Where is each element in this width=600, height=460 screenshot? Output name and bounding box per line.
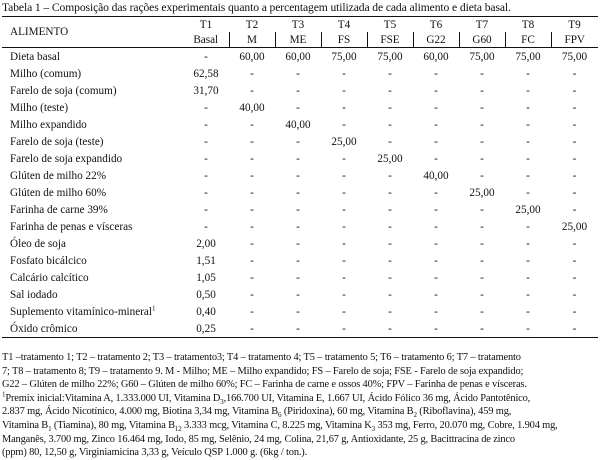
table-cell: 40,00 [423, 169, 449, 182]
table-cell: - [388, 288, 392, 301]
table-cell: - [480, 288, 484, 301]
table-cell: - [434, 101, 438, 114]
table-cell: - [204, 203, 208, 216]
table-cell: - [434, 305, 438, 318]
table-cell: - [480, 135, 484, 148]
table-cell: - [480, 152, 484, 165]
table-cell: - [388, 84, 392, 97]
table-cell: - [526, 186, 530, 199]
row-label: Calcário calcítico [10, 271, 89, 284]
table-cell: - [413, 320, 459, 338]
table-cell: 0,25 [183, 320, 229, 338]
table-cell: - [526, 271, 530, 284]
header-code: ME [275, 32, 321, 48]
table-cell: 0,50 [196, 288, 216, 301]
table-row [2, 201, 598, 218]
table-cell: - [459, 320, 505, 338]
table-row [2, 269, 598, 286]
table-cell: - [250, 305, 254, 318]
table-cell: 31,70 [193, 84, 219, 97]
header-code: FPV [551, 32, 598, 48]
table-cell: - [572, 84, 577, 97]
table-cell: - [434, 152, 438, 165]
table-row [2, 65, 598, 82]
row-label: Óleo de soja [10, 237, 66, 250]
row-label: Farelo de soja (teste) [10, 135, 104, 148]
table-cell: - [296, 101, 300, 114]
header-code: G22 [413, 32, 459, 48]
table-cell: 25,00 [561, 220, 588, 233]
table-cell: - [204, 152, 208, 165]
header-treatment: T3 [275, 17, 321, 33]
header-code: Basal [183, 32, 229, 48]
table-row [2, 99, 598, 116]
table-cell: - [250, 169, 254, 182]
row-label: Glúten de milho 60% [10, 186, 107, 199]
table-cell: - [388, 118, 392, 131]
table-cell: 2,00 [196, 237, 216, 250]
table-cell: - [388, 169, 392, 182]
table-row [2, 167, 598, 184]
table-row [2, 320, 598, 338]
table-cell: - [434, 271, 438, 284]
table-cell: - [434, 186, 438, 199]
table-cell: 75,00 [331, 50, 357, 63]
table-cell: - [342, 169, 346, 182]
table-cell: - [388, 271, 392, 284]
table-cell: - [434, 84, 438, 97]
table-cell: - [342, 84, 346, 97]
footnote-line: Vitamina $B_1$ (Tiamina), 80 mg, Vitamina $B_{12}$ 3.333 mcg, Vitamina C, 8.225 mg, Vitamina $K_3$ 353 mg, Ferro, 20.070 mg, Cobre, 1.904 mg, [2, 419, 558, 434]
table-cell: - [480, 67, 484, 80]
table-cell: 60,00 [423, 50, 449, 63]
table-cell: 60,00 [285, 50, 311, 63]
table-cell: - [572, 237, 577, 250]
table-cell: - [388, 135, 392, 148]
table-cell: - [572, 254, 577, 267]
table-cell: - [342, 118, 346, 131]
table-cell: - [204, 169, 208, 182]
table-cell: - [367, 320, 413, 338]
table-cell: - [480, 237, 484, 250]
table-cell: - [480, 84, 484, 97]
table-cell: 1,05 [196, 271, 216, 284]
footnote-line: (ppm) 80, 12,50 g, Virginiamicina 3,33 g, Veículo QSP 1.000 g. (6kg / ton.). [2, 447, 308, 459]
row-label: Farelo de soja expandido [10, 152, 123, 165]
table-cell: - [204, 220, 208, 233]
table-cell: - [526, 84, 530, 97]
table-cell: - [572, 271, 577, 284]
table-cell: - [250, 186, 254, 199]
table-cell: - [250, 118, 254, 131]
table-cell: 25,00 [469, 186, 495, 199]
table-cell: - [434, 203, 438, 216]
row-label: Óxido crômico [2, 320, 183, 338]
table-cell: - [434, 118, 438, 131]
table-cell: 40,00 [239, 101, 265, 114]
table-cell: - [572, 135, 577, 148]
table-cell: - [388, 220, 392, 233]
table-cell: - [342, 237, 346, 250]
table-cell: - [204, 101, 208, 114]
row-label: Milho expandido [10, 118, 87, 131]
row-label: Milho (teste) [10, 101, 69, 114]
table-cell: 25,00 [515, 203, 541, 216]
table-cell: - [434, 237, 438, 250]
table-cell: - [296, 67, 300, 80]
table-cell: - [434, 254, 438, 267]
table-cell: 0,40 [196, 305, 216, 318]
table-cell: - [275, 320, 321, 338]
table-cell: - [250, 254, 254, 267]
header-code: FC [505, 32, 551, 48]
table-cell: - [480, 101, 484, 114]
header-treatment: T8 [505, 17, 551, 33]
row-label: Farelo de soja (comum) [10, 84, 117, 97]
header-treatment: T9 [551, 17, 598, 33]
table-cell: - [388, 237, 392, 250]
table-row [2, 116, 598, 133]
table-cell: - [388, 186, 392, 199]
header-treatment: T7 [459, 17, 505, 33]
header-row-treatments [2, 17, 598, 33]
table-cell: - [526, 288, 530, 301]
row-label: Farinha de penas e vísceras [10, 220, 133, 233]
header-treatment: T1 [183, 17, 229, 33]
table-cell: - [342, 101, 346, 114]
table-row [2, 184, 598, 201]
table-cell: - [296, 254, 300, 267]
table-cell: - [434, 288, 438, 301]
table-cell: - [296, 135, 300, 148]
table-cell: - [480, 203, 484, 216]
table-cell: - [434, 220, 438, 233]
header-treatment: T2 [229, 17, 275, 33]
table-cell: - [526, 101, 530, 114]
table-cell: - [296, 84, 300, 97]
table-cell: - [296, 220, 300, 233]
table-cell: - [342, 67, 346, 80]
table-cell: - [480, 118, 484, 131]
table-cell: - [296, 203, 300, 216]
table-cell: - [572, 169, 577, 182]
table-cell: - [342, 288, 346, 301]
table-cell: - [342, 220, 346, 233]
footnote-premix: $^1$Premix inicial:Vitamina A, 1.333.000 UI, Vitamina $D_3,166.700$ UI, Vitamina E, 1.667 UI, Ácido Fólico 36 mg, Ácido Pantotênico, [2, 390, 531, 406]
table-cell: - [204, 186, 208, 199]
row-label: Dieta basal [10, 50, 61, 63]
table-cell: 1,51 [196, 254, 216, 267]
table-caption: Tabela 1 – Composição das rações experimentais quanto a percentagem utilizada de cada alimento e dieta basal. [2, 1, 511, 14]
table-cell: - [526, 169, 530, 182]
table-cell: - [526, 152, 530, 165]
table-cell: - [388, 305, 392, 318]
table-cell: - [250, 135, 254, 148]
table-cell: - [250, 220, 254, 233]
table-cell: 60,00 [239, 50, 265, 63]
table-cell: - [572, 118, 577, 131]
table-cell: - [250, 203, 254, 216]
table-cell: - [388, 67, 392, 80]
table-row [2, 150, 598, 167]
table-cell: - [572, 101, 577, 114]
table-cell: - [572, 152, 577, 165]
header-treatment: T5 [367, 17, 413, 33]
table-cell: 75,00 [561, 50, 588, 63]
header-code: FSE [367, 32, 413, 48]
footnotes [2, 351, 598, 460]
table-cell: - [480, 169, 484, 182]
table-cell: - [526, 237, 530, 250]
table-row [2, 218, 598, 235]
table-cell: - [526, 67, 530, 80]
table-cell: - [572, 288, 577, 301]
table-cell: - [388, 254, 392, 267]
row-label: Farinha de carne 39% [10, 203, 108, 216]
table-cell: - [572, 203, 577, 216]
table-cell: - [342, 254, 346, 267]
table-cell: - [526, 254, 530, 267]
table-cell: - [434, 67, 438, 80]
table-cell: - [321, 320, 367, 338]
table-cell: - [250, 67, 254, 80]
footnote-line: 2.837 mg, Ácido Nicotínico, 4.000 mg, Biotina 3,34 mg, Vitamina $B_6$ (Piridoxina), 60 mg, Vitamina $B_2$ (Riboflavina), 459 mg, [2, 406, 512, 420]
footnote-line: Manganês, 3.700 mg, Zinco 16.464 mg, Iodo, 85 mg, Selênio, 24 mg, Colina, 21,67 g, Antioxidante, 25 g, Bacittracina de zinco [2, 433, 515, 445]
table-cell: 75,00 [515, 50, 541, 63]
table-cell: - [229, 320, 275, 338]
table-cell: 40,00 [285, 118, 311, 131]
row-label: Fosfato bicálcico [10, 254, 87, 267]
table-cell: 75,00 [377, 50, 403, 63]
table-cell: - [204, 118, 208, 131]
table-cell: - [342, 203, 346, 216]
table-cell: - [296, 169, 300, 182]
table-cell: - [296, 288, 300, 301]
table-cell: 62,58 [193, 67, 219, 80]
table-row [2, 82, 598, 99]
table-cell: - [296, 152, 300, 165]
row-label: Milho (comum) [10, 67, 82, 80]
header-code: FS [321, 32, 367, 48]
table-row [2, 133, 598, 150]
table-row [2, 303, 598, 320]
table-cell: - [250, 237, 254, 250]
header-treatment: T4 [321, 17, 367, 33]
header-alimento: ALIMENTO [2, 17, 183, 48]
table-cell: - [572, 186, 577, 199]
table-cell: - [342, 271, 346, 284]
header-code: G60 [459, 32, 505, 48]
table-cell: 75,00 [469, 50, 495, 63]
composition-table [2, 16, 598, 338]
table-cell: - [526, 220, 530, 233]
header-code: M [229, 32, 275, 48]
table-cell: - [296, 271, 300, 284]
table-cell: - [296, 305, 300, 318]
table-cell: - [505, 320, 551, 338]
table-cell: - [434, 135, 438, 148]
table-cell: - [388, 101, 392, 114]
table-row [2, 286, 598, 303]
table-cell: - [250, 271, 254, 284]
table-cell: - [342, 152, 346, 165]
header-treatment: T6 [413, 17, 459, 33]
table-cell: - [250, 84, 254, 97]
footnote-line: 7; T8 – tratamento 8; T9 – tratamento 9. M - Milho; ME – Milho expandido; FS – Farelo de soja; FSE - Farelo de soja expandido; [2, 365, 524, 377]
table-cell: 25,00 [331, 135, 357, 148]
table-cell: - [480, 271, 484, 284]
footnote-line: G22 – Glúten de milho 22%; G60 – Glúten de milho 60%; FC – Farinha de carne e ossos 40%; FPV – Farinha de penas e vísceras. [2, 379, 527, 391]
row-label: Suplemento vitamínico-mineral$^1$ [10, 303, 156, 318]
table-cell: - [480, 305, 484, 318]
footnote-line: T1 –tratamento 1; T2 – tratamento 2; T3 – tratamento3; T4 – tratamento 4; T5 – tratamento 5; T6 – tratamento 6; T7 – tratamento [2, 352, 521, 363]
table-cell: - [572, 67, 577, 80]
table-cell: 25,00 [377, 152, 403, 165]
table-cell: - [342, 186, 346, 199]
table-cell: - [480, 254, 484, 267]
table-cell: - [480, 220, 484, 233]
table-cell: - [551, 320, 598, 338]
table-cell: - [342, 305, 346, 318]
table-cell: - [572, 305, 577, 318]
table-row [2, 235, 598, 252]
table-cell: - [526, 118, 530, 131]
row-label: Sal iodado [10, 288, 58, 301]
table-row [2, 48, 598, 66]
table-row [2, 252, 598, 269]
table-cell: - [526, 135, 530, 148]
table-cell: - [526, 305, 530, 318]
row-label: Glúten de milho 22% [10, 169, 107, 182]
table-cell: - [250, 288, 254, 301]
table-cell: - [204, 50, 208, 63]
table-cell: - [296, 237, 300, 250]
table-cell: - [388, 203, 392, 216]
table-cell: - [204, 135, 208, 148]
table-cell: - [250, 152, 254, 165]
table-cell: - [296, 186, 300, 199]
